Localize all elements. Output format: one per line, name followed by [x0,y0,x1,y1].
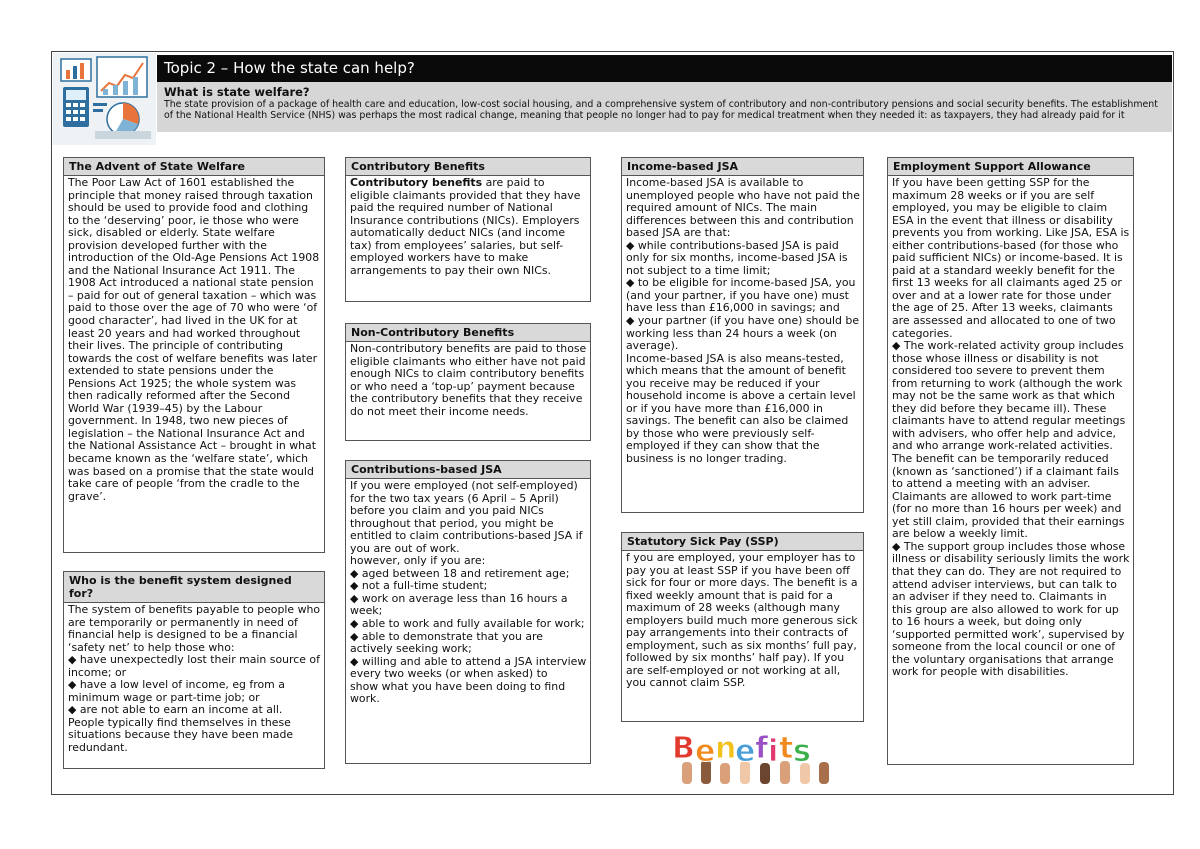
section-text: The system of benefits payable to people who are temporarily or permanently in need of financial help is designed to be a financial ‘safety net’ to help those who: ◆ have unexpectedly lost their main source of income; or ◆ have a low level of income, eg from a minimum wage or part-time job; or ◆ are not able to earn an income at all. People typically find themselves in these situations because they have been made redundant. [68,603,321,755]
section-text: Income-based JSA is available to unemployed people who have not paid the required amount of NICs. The main differences between this and contribution based JSA are that: ◆ while contributions-based JSA is paid only for six months, income-based JSA is not subject to a time limit; ◆ to be eligible for income-based JSA, you (and your partner, if you have one) must have less than £16,000 in savings; and ◆ your partner (if you have one) should be working less than 24 hours a week (on average). Income-based JSA is also means-tested, which means that the amount of benefit you receive may be reduced if your household income is above a certain level or if you have more than £16,000 in savings. The benefit can also be claimed by those who were previously self-employed if they can show that the business is no longer trading. [626,176,860,466]
contributory-section [345,157,591,302]
income-jsa-section [621,157,864,513]
who-for-section [63,571,325,769]
benefits-letter: e [735,734,756,769]
benefits-letter: e [695,734,716,769]
intro-text: The state provision of a package of health care and education, low-cost social housing, and a comprehensive system of contributory and non-contributory pensions and social security benefits. The establishment of the National Health Service (NHS) was perhaps the most radical change, meaning that people no longer had to pay for medical treatment when they needed it: as taxpayers, they had already paid for it [164,99,1158,121]
benefits-letter: n [715,731,737,766]
section-heading: Income-based JSA [622,158,863,176]
benefits-hands-image [668,730,842,784]
esa-section [887,157,1134,765]
benefits-letter: s [793,734,811,769]
section-heading: Non-Contributory Benefits [346,324,590,342]
intro-heading: What is state welfare? [164,85,310,99]
intro-panel [157,82,1172,132]
section-heading: Who is the benefit system designed for? [64,572,324,603]
section-text: If you were employed (not self-employed) for the two tax years (6 April – 5 April) before you claim and you paid NICs throughout that period, you might be entitled to claim contributions-based JSA if you are out of work. however, only if you are: ◆ aged between 18 and retirement age; ◆ not a full-time student; ◆ work on average less than 16 hours a week; ◆ able to work and fully available for work; ◆ able to demonstrate that you are actively seeking work; ◆ willing and able to attend a JSA interview every two weeks (or when asked) to show what you have been doing to find work. [350,479,587,706]
section-text: f you are employed, your employer has to pay you at least SSP if you have been off sick for four or more days. The benefit is a fixed weekly amount that is paid for a maximum of 28 weeks (although many employers build much more generous sick pay arrangements into their contracts of employment, such as six months’ full pay, followed by six months’ half pay). If you are self-employed or not working at all, you cannot claim SSP. [626,551,858,690]
section-heading: Contributions-based JSA [346,461,590,479]
section-text-rest: are paid to eligible claimants provided that they have paid the required number of National Insurance contributions (NICs). Employers automatically deduct NICs (and income tax) from employees’ salaries, but self-employed workers have to make arrangements to pay their own NICs. [350,176,581,277]
section-text: The Poor Law Act of 1601 established the principle that money raised through taxation should be used to provide food and clothing to the ‘deserving’ poor, ie those who were sick, disabled or elderly. State welfare provision developed further with the introduction of the Old-Age Pensions Act 1908 and the National Insurance Act 1911. The 1908 Act introduced a national state pension – paid for out of general taxation – which was paid to those over the age of 70 who were ‘of good character’, had lived in the UK for at least 20 years and had worked throughout their lives. The principle of contributing towards the cost of welfare benefits was later extended to state pensions under the Pensions Act 1925; the whole system was then radically reformed after the Second World War (1939–45) by the Labour government. In 1948, two new pieces of legislation – the National Insurance Act and the National Assistance Act – brought in what became known as the ‘welfare state’, which was based on a promise that the state would take care of people ‘from the cradle to the grave’. [68,176,320,503]
ssp-section [621,532,864,722]
section-heading: The Advent of State Welfare [64,158,324,176]
benefits-letter: B [672,731,695,766]
section-heading: Statutory Sick Pay (SSP) [622,533,863,551]
section-heading: Employment Support Allowance [888,158,1133,176]
finance-charts-illustration [53,53,156,145]
benefits-letter: t [779,731,794,766]
contributions-jsa-section [345,460,591,764]
page-title: Topic 2 – How the state can help? [157,55,1172,82]
section-text: If you have been getting SSP for the maximum 28 weeks or if you are self employed, you may be eligible to claim ESA in the event that illness or disability prevents you from working. Like JSA, ESA is either contributions-based (for those who paid sufficient NICs) or income-based. It is paid at a standard weekly benefit for the first 13 weeks for all claimants aged 25 or over and at a lower rate for those under the age of 25. After 13 weeks, claimants are assessed and allocated to one of two categories. ◆ The work-related activity group includes those whose illness or disability is not considered too severe to prevent them from returning to work (although the work may not be the same work as that which they did before they became ill). These claimants have to attend regular meetings with advisers, who offer help and advice, and who arrange work-related activities. The benefit can be temporarily reduced (known as ‘sanctioned’) if a claimant fails to attend a meeting with an adviser. Claimants are allowed to work part-time (for no more than 16 hours per week) and yet still claim, provided that their earnings are below a weekly limit. ◆ The support group includes those whose illness or disability seriously limits the work that they can do. They are not required to attend adviser interviews, but can talk to an adviser if they need to. Claimants in this group are also allowed to work for up to 16 hours a week, but doing only ‘supported permitted work’, supervised by someone from the local council or one of the voluntary organisations that arrange work for people with disabilities. [892,176,1130,679]
bold-lead: Contributory benefits [350,176,483,189]
benefits-letter: f [755,731,769,766]
benefits-letter: i [768,734,779,769]
section-text [346,176,590,277]
section-text: Non-contributory benefits are paid to those eligible claimants who either have not paid enough NICs to claim contributory benefits or who need a ‘top-up’ payment because the contributory benefits that they receive do not meet their income needs. [350,342,587,418]
non-contributory-section [345,323,591,441]
advent-section [63,157,325,553]
section-heading: Contributory Benefits [346,158,590,176]
